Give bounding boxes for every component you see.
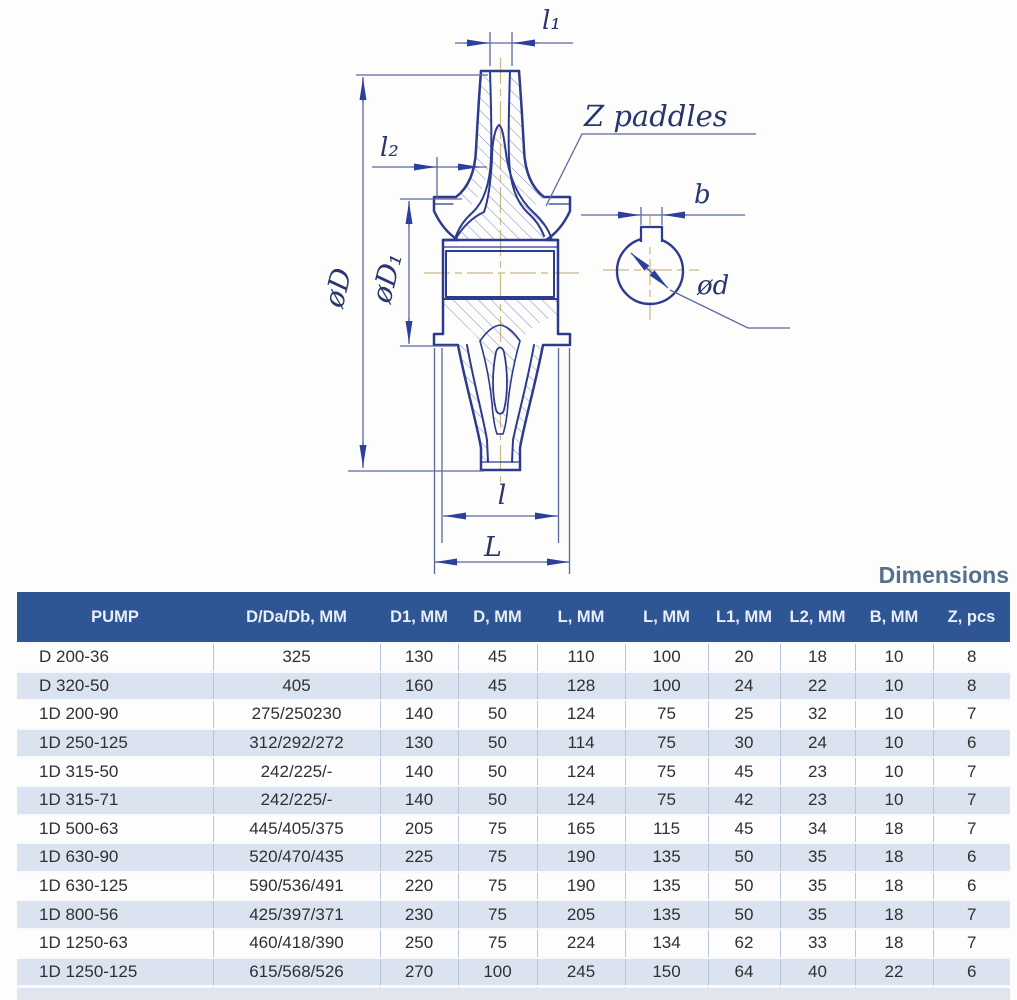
value-cell: 225	[380, 843, 458, 872]
value-cell: 7	[933, 786, 1010, 815]
value-cell: 6	[933, 872, 1010, 901]
value-cell: 115	[625, 815, 708, 844]
value-cell: 130	[380, 729, 458, 758]
value-cell: 18	[780, 643, 855, 672]
value-cell: 124	[537, 700, 625, 729]
value-cell: 100	[625, 672, 708, 701]
value-cell: 22	[855, 958, 933, 987]
value-cell: 18	[855, 815, 933, 844]
value-cell: 18	[855, 872, 933, 901]
table-row	[17, 643, 1010, 672]
value-cell: 242/225/-	[213, 757, 380, 786]
value-cell: 75	[625, 786, 708, 815]
value-cell: 124	[537, 757, 625, 786]
value-cell: 312/292/272	[213, 729, 380, 758]
value-cell: 124	[537, 786, 625, 815]
table-row	[17, 929, 1010, 958]
value-cell: 7	[933, 757, 1010, 786]
value-cell: 190	[537, 872, 625, 901]
value-cell: 75	[625, 700, 708, 729]
column-header: L, MM	[537, 592, 625, 643]
column-header: Z, pcs	[933, 592, 1010, 643]
value-cell: 23	[780, 786, 855, 815]
value-cell: 45	[458, 672, 537, 701]
value-cell: 75	[458, 872, 537, 901]
value-cell: 6	[933, 958, 1010, 987]
value-cell: 45	[458, 643, 537, 672]
table-row	[17, 757, 1010, 786]
value-cell: 140	[380, 786, 458, 815]
dimensions-table	[17, 592, 1010, 1000]
value-cell: 242/225/-	[213, 786, 380, 815]
value-cell: 50	[458, 729, 537, 758]
pump-name-cell: D 320-50	[17, 672, 213, 701]
value-cell: 130	[380, 643, 458, 672]
pump-name-cell: 1D 315-50	[17, 757, 213, 786]
pump-name-cell: 1D 200-90	[17, 700, 213, 729]
label-phi-D: øD	[317, 264, 359, 311]
value-cell: 18	[855, 929, 933, 958]
value-cell: 128	[537, 672, 625, 701]
value-cell: 114	[537, 729, 625, 758]
pump-name-cell: 1D 500-63	[17, 815, 213, 844]
value-cell: 33	[780, 929, 855, 958]
label-l1: l₁	[542, 6, 561, 36]
value-cell: 460/418/390	[213, 929, 380, 958]
value-cell: 75	[458, 843, 537, 872]
value-cell: 405	[213, 672, 380, 701]
value-cell: 45	[708, 757, 780, 786]
value-cell: 250	[380, 929, 458, 958]
column-header: L1, MM	[708, 592, 780, 643]
value-cell: 75	[625, 757, 708, 786]
value-cell: 135	[625, 872, 708, 901]
pump-name-cell: D 200-36	[17, 643, 213, 672]
table-row	[17, 815, 1010, 844]
value-cell: 10	[855, 757, 933, 786]
label-phi-D1: øD₁	[364, 249, 409, 307]
value-cell: 50	[708, 843, 780, 872]
pump-name-cell: 1D 1250-125	[17, 958, 213, 987]
value-cell: 20	[708, 643, 780, 672]
value-cell: 50	[458, 757, 537, 786]
value-cell: 140	[380, 700, 458, 729]
pump-name-cell: 1D 315-71	[17, 786, 213, 815]
z-paddles-leader	[546, 134, 756, 206]
value-cell: 75	[625, 729, 708, 758]
value-cell: 62	[708, 929, 780, 958]
value-cell: 150	[625, 958, 708, 987]
table-row	[17, 843, 1010, 872]
value-cell: 24	[780, 729, 855, 758]
table-row	[17, 672, 1010, 701]
bottom-strip	[17, 988, 1010, 1000]
value-cell: 18	[855, 900, 933, 929]
value-cell: 75	[458, 815, 537, 844]
value-cell: 615/568/526	[213, 958, 380, 987]
value-cell: 160	[380, 672, 458, 701]
value-cell: 10	[855, 643, 933, 672]
value-cell: 24	[708, 672, 780, 701]
value-cell: 220	[380, 872, 458, 901]
value-cell: 10	[855, 786, 933, 815]
value-cell: 135	[625, 900, 708, 929]
value-cell: 445/405/375	[213, 815, 380, 844]
pump-name-cell: 1D 800-56	[17, 900, 213, 929]
value-cell: 23	[780, 757, 855, 786]
value-cell: 18	[855, 843, 933, 872]
table-row	[17, 958, 1010, 987]
value-cell: 30	[708, 729, 780, 758]
value-cell: 6	[933, 843, 1010, 872]
value-cell: 22	[780, 672, 855, 701]
value-cell: 10	[855, 672, 933, 701]
dimension-l1	[455, 32, 573, 66]
value-cell: 75	[458, 900, 537, 929]
value-cell: 135	[625, 843, 708, 872]
label-z-paddles: Z paddles	[584, 99, 728, 133]
table-row	[17, 900, 1010, 929]
value-cell: 165	[537, 815, 625, 844]
value-cell: 10	[855, 729, 933, 758]
value-cell: 64	[708, 958, 780, 987]
column-header: D1, MM	[380, 592, 458, 643]
value-cell: 520/470/435	[213, 843, 380, 872]
column-header: D/Da/Db, MM	[213, 592, 380, 643]
column-header: B, MM	[855, 592, 933, 643]
value-cell: 10	[855, 700, 933, 729]
value-cell: 245	[537, 958, 625, 987]
table-row	[17, 729, 1010, 758]
value-cell: 45	[708, 815, 780, 844]
label-phi-d: ød	[697, 271, 730, 301]
value-cell: 190	[537, 843, 625, 872]
value-cell: 425/397/371	[213, 900, 380, 929]
value-cell: 50	[458, 700, 537, 729]
value-cell: 134	[625, 929, 708, 958]
value-cell: 8	[933, 672, 1010, 701]
pump-name-cell: 1D 250-125	[17, 729, 213, 758]
value-cell: 50	[708, 900, 780, 929]
value-cell: 275/250230	[213, 700, 380, 729]
value-cell: 205	[380, 815, 458, 844]
value-cell: 100	[625, 643, 708, 672]
value-cell: 100	[458, 958, 537, 987]
value-cell: 224	[537, 929, 625, 958]
value-cell: 32	[780, 700, 855, 729]
label-l-small: l	[497, 480, 507, 511]
lower-blade-void	[493, 348, 507, 414]
value-cell: 35	[780, 872, 855, 901]
value-cell: 325	[213, 643, 380, 672]
value-cell: 75	[458, 929, 537, 958]
value-cell: 8	[933, 643, 1010, 672]
value-cell: 25	[708, 700, 780, 729]
column-header: L2, MM	[780, 592, 855, 643]
value-cell: 7	[933, 815, 1010, 844]
label-b: b	[694, 180, 711, 210]
pump-name-cell: 1D 1250-63	[17, 929, 213, 958]
table-row	[17, 786, 1010, 815]
value-cell: 6	[933, 729, 1010, 758]
pump-name-cell: 1D 630-90	[17, 843, 213, 872]
pump-name-cell: 1D 630-125	[17, 872, 213, 901]
value-cell: 270	[380, 958, 458, 987]
value-cell: 7	[933, 900, 1010, 929]
label-l2: l₂	[380, 133, 399, 163]
table-row	[17, 872, 1010, 901]
value-cell: 35	[780, 843, 855, 872]
value-cell: 230	[380, 900, 458, 929]
value-cell: 34	[780, 815, 855, 844]
table-body	[17, 643, 1010, 1000]
value-cell: 42	[708, 786, 780, 815]
value-cell: 35	[780, 900, 855, 929]
column-header: D, MM	[458, 592, 537, 643]
value-cell: 205	[537, 900, 625, 929]
value-cell: 40	[780, 958, 855, 987]
value-cell: 590/536/491	[213, 872, 380, 901]
column-header: PUMP	[17, 592, 213, 643]
value-cell: 110	[537, 643, 625, 672]
value-cell: 140	[380, 757, 458, 786]
value-cell: 50	[458, 786, 537, 815]
value-cell: 50	[708, 872, 780, 901]
value-cell: 7	[933, 700, 1010, 729]
value-cell: 7	[933, 929, 1010, 958]
label-L-big: L	[484, 532, 502, 563]
table-title: Dimensions	[878, 562, 1009, 588]
dimension-b	[581, 207, 745, 225]
column-header: L, MM	[625, 592, 708, 643]
table-row	[17, 700, 1010, 729]
header-row	[17, 592, 1010, 643]
